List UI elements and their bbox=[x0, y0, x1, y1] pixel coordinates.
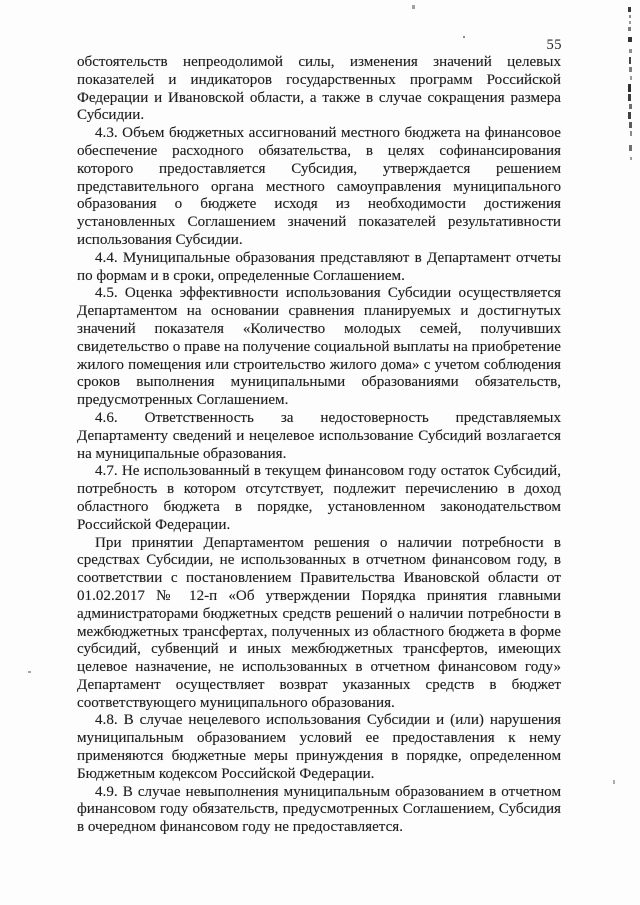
edge-scan-mark bbox=[629, 21, 631, 24]
edge-scan-mark bbox=[630, 76, 632, 80]
paragraph: 4.5. Оценка эффективности использования Субсидии осуществляется Департаментом на основании сравнения планируемых и достигнутых значений показателя «Количество молодых семей, получивших свидетельство о праве на получение социальной выплаты на приобретение жилого помещения или строительство жилого дома» с учетом соблюдения сроков выполнения муниципальными образованиями обязательств, предусмотренных Соглашением. bbox=[77, 285, 561, 409]
edge-scan-mark bbox=[628, 7, 631, 12]
scan-speck bbox=[412, 5, 415, 9]
paragraph: 4.8. В случае нецелевого использования Субсидии и (или) нарушения муниципальным образованием условий ее предоставления к нему применяются бюджетные меры принуждения в порядке, определенном Бюджетным кодексом Российской Федерации. bbox=[77, 712, 561, 782]
edge-scan-mark bbox=[628, 84, 631, 92]
paragraph: 4.9. В случае невыполнения муниципальным образованием в отчетном финансовом году обязательств, предусмотренных Соглашением, Субсидия в очередном финансовом году не предоставляется. bbox=[77, 783, 561, 836]
edge-scan-mark bbox=[628, 94, 631, 101]
edge-scan-mark bbox=[630, 157, 632, 160]
edge-scan-mark bbox=[628, 112, 631, 119]
edge-scan-mark bbox=[628, 27, 631, 31]
edge-scan-mark bbox=[629, 122, 632, 128]
edge-scan-mark bbox=[629, 15, 631, 18]
scan-speck bbox=[463, 36, 465, 38]
paragraph: обстоятельств непреодолимой силы, изменения значений целевых показателей и индикаторов государственных программ Российской Федерации и Ивановской области, а также в случае сокращения размера Субсидии. bbox=[77, 54, 561, 124]
edge-scan-mark bbox=[629, 104, 632, 109]
paragraph: 4.6. Ответственность за недостоверность представляемых Департаменту сведений и нецелевое использование Субсидий возлагается на муниципальные образования. bbox=[77, 409, 561, 462]
scan-speck bbox=[28, 671, 31, 673]
edge-scan-mark bbox=[629, 145, 632, 151]
edge-scan-mark bbox=[629, 67, 632, 72]
edge-scan-mark bbox=[628, 37, 632, 42]
paragraph: 4.3. Объем бюджетных ассигнований местного бюджета на финансовое обеспечение расходного обязательства, в целях софинансирования которого предоставляется Субсидия, утверждается решением представительного органа местного самоуправления муниципального образования о бюджете исходя из необходимости достижения установленных Соглашением значений показателей результативности использования Субсидии. bbox=[77, 125, 561, 248]
paragraph: 4.4. Муниципальные образования представляют в Департамент отчеты по формам и в сроки, определенные Соглашением. bbox=[77, 249, 561, 284]
edge-scan-mark bbox=[629, 57, 631, 64]
edge-scan-mark bbox=[629, 49, 632, 53]
scan-speck bbox=[613, 780, 615, 784]
edge-scan-mark bbox=[630, 131, 632, 136]
document-body bbox=[77, 54, 561, 837]
paragraph: 4.7. Не использованный в текущем финансовом году остаток Субсидий, потребность в котором отсутствует, подлежит перечислению в доход областного бюджета в порядке, установленном законодательством Российской Федерации. bbox=[77, 463, 561, 533]
paragraph: При принятии Департаментом решения о наличии потребности в средствах Субсидии, не использованных в отчетном финансовом году, в соответствии с постановлением Правительства Ивановской области от 01.02.2017 № 12-п «Об утверждении Порядка принятия главными администраторами бюджетных средств решений о наличии потребности в межбюджетных трансфертах, полученных из областного бюджета в форме субсидий, субвенций и иных межбюджетных трансфертов, имеющих целевое назначение, не использованных в отчетном финансовом году» Департамент осуществляет возврат указанных средств в бюджет соответствующего муниципального образования. bbox=[77, 534, 561, 711]
page-number: 55 bbox=[546, 37, 562, 53]
